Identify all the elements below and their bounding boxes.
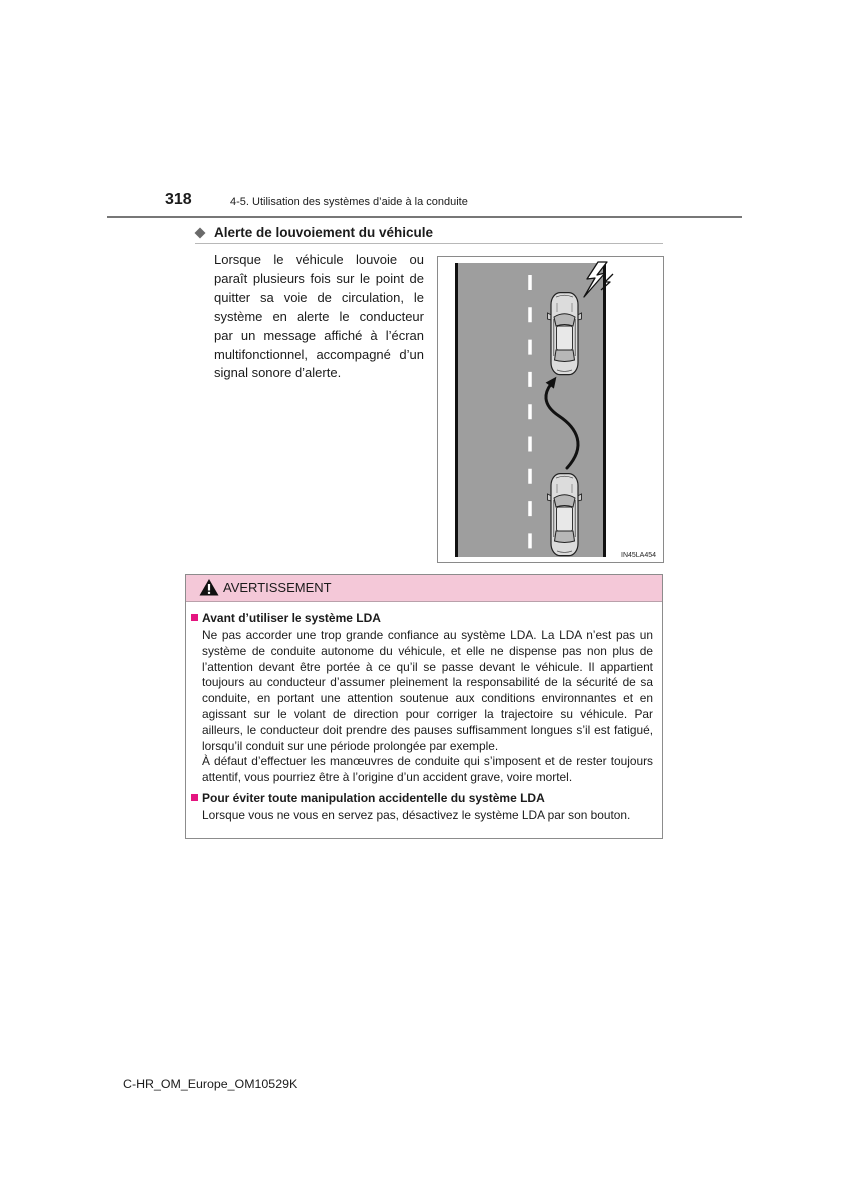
warning-line: À défaut d’effectuer les manœuvres de conduite qui s’imposent et de rester toujours xyxy=(202,754,653,769)
section-heading: Alerte de louvoiement du véhicule xyxy=(214,225,434,240)
page-number: 318 xyxy=(165,191,192,208)
heading-rule xyxy=(195,243,663,244)
warning-line: ailleurs, le conducteur doit prendre des pauses suffisamment longues s’il est fatigué, xyxy=(202,722,653,737)
warning-line: l’attention devant être portée à ce qu’il se passe devant le véhicule. Il appartient xyxy=(202,659,653,674)
figure-code: IN45LA454 xyxy=(621,552,657,559)
warning-item-title: Pour éviter toute manipulation accidentelle du système LDA xyxy=(202,790,545,805)
intro-line: Lorsque le véhicule louvoie ou xyxy=(214,252,424,267)
intro-text xyxy=(214,251,424,383)
header-rule xyxy=(107,216,742,218)
warning-line: Ne pas accorder une trop grande confiance au système LDA. La LDA n’est pas un xyxy=(202,628,653,642)
car-icon-upper xyxy=(548,293,582,375)
intro-line: par un message affiché à l’écran xyxy=(214,327,424,343)
warning-line: système de conduite autonome du véhicule, et elle ne dispense pas non plus de xyxy=(202,643,653,658)
warning-item xyxy=(202,610,653,786)
warning-line: attentif, vous pourriez être à l’origine d’un accident grave, voire mortel. xyxy=(202,770,573,785)
warning-content xyxy=(202,610,653,824)
warning-item-heading xyxy=(202,790,653,806)
warning-header xyxy=(186,575,662,602)
warning-item xyxy=(202,790,653,824)
diamond-icon xyxy=(194,227,206,239)
car-icon-lower xyxy=(548,474,582,556)
warning-paragraph xyxy=(202,808,653,824)
warning-line: Lorsque vous ne vous en servez pas, désactivez le système LDA par son bouton. xyxy=(202,807,631,822)
intro-line: quitter sa voie de circulation, le xyxy=(214,289,424,305)
warning-item-body xyxy=(202,808,653,824)
intro-line: signal sonore d’alerte. xyxy=(214,365,342,381)
illustration-drawing xyxy=(437,256,664,563)
warning-line: lorsqu’il conduit sur une période prolongée par exemple. xyxy=(202,738,499,753)
warning-title: AVERTISSEMENT xyxy=(223,580,332,595)
square-bullet-icon xyxy=(191,794,198,801)
warning-item-title: Avant d’utiliser le système LDA xyxy=(202,611,381,625)
warning-triangle-icon xyxy=(199,578,219,596)
warning-paragraph xyxy=(202,628,653,754)
lane-departure-illustration xyxy=(437,256,664,563)
intro-line: système en alerte le conducteur xyxy=(214,308,424,324)
warning-box xyxy=(185,574,663,839)
warning-paragraph xyxy=(202,754,653,786)
intro-line: paraît plusieurs fois sur le point de xyxy=(214,270,424,286)
warning-line: toujours au conducteur d’assumer pleinement la responsabilité de la sécurité de sa xyxy=(202,675,653,690)
warning-item-heading xyxy=(202,610,653,626)
intro-line: multifonctionnel, accompagné d’un xyxy=(214,346,424,362)
document-code: C-HR_OM_Europe_OM10529K xyxy=(123,1077,298,1091)
warning-line: conduite, en portant une attention soutenue aux conditions environnantes et en xyxy=(202,691,653,706)
warning-line: agissant sur le volant de direction pour corriger la trajectoire su véhicule. Par xyxy=(202,706,653,721)
section-title: 4-5. Utilisation des systèmes d’aide à la conduite xyxy=(230,196,468,208)
square-bullet-icon xyxy=(191,614,198,621)
warning-item-body xyxy=(202,628,653,786)
